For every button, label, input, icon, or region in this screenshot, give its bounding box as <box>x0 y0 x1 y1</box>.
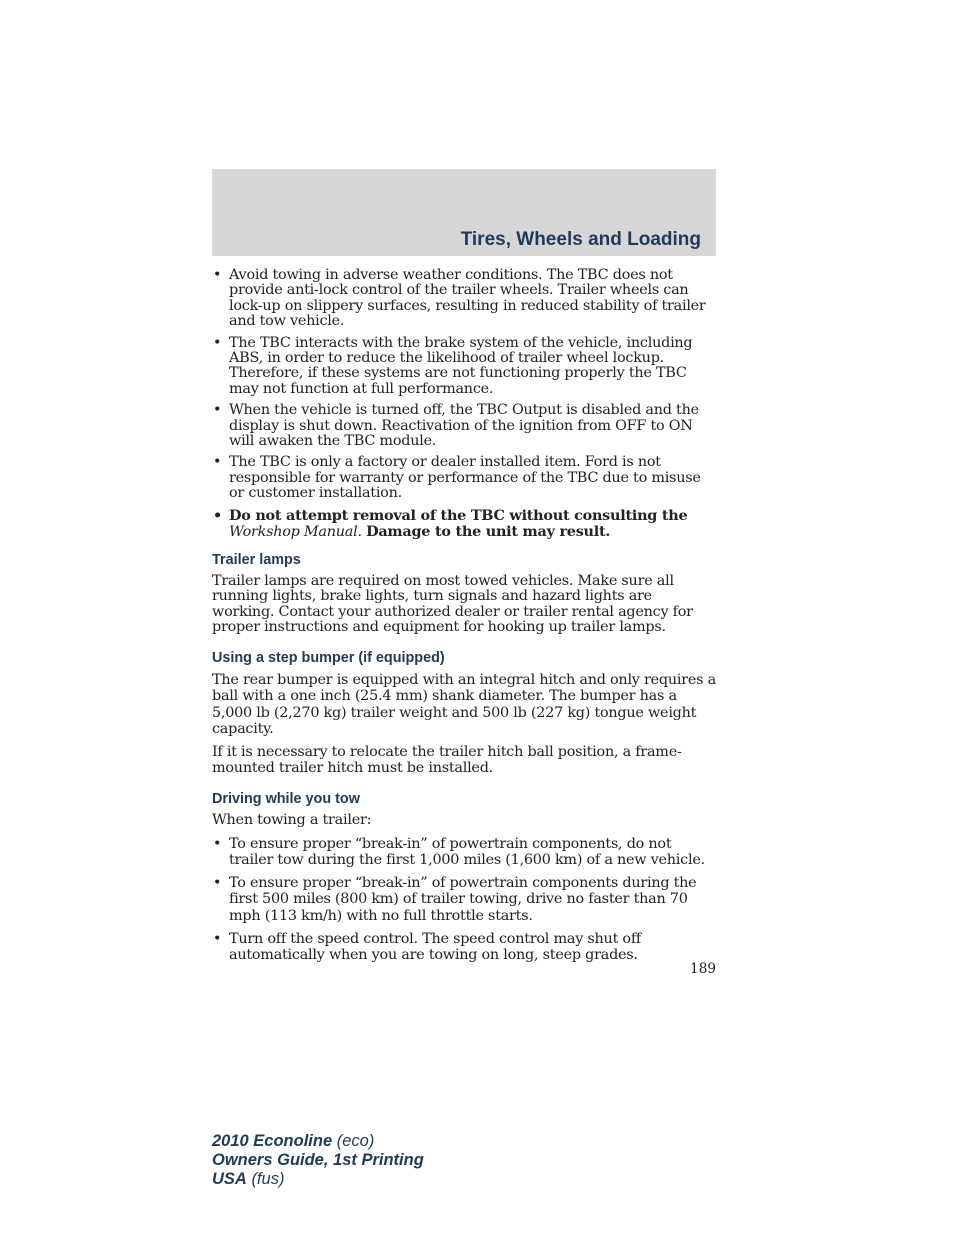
workshop-manual-reference: Workshop Manual. <box>229 524 362 541</box>
bullet-icon: • <box>213 875 222 892</box>
list-item-text: Avoid towing in adverse weather conditions. The TBC does not provide anti-lock control of the trailer wheels. Trailer wheels can lock-up on slippery surfaces, resulting in reduced stability of trailer and tow vehicle. <box>229 267 706 330</box>
step-bumper-text-1: The rear bumper is equipped with an integral hitch and only requires a ball with a one inch (25.4 mm) shank diameter. The bumper has a 5,000 lb (2,270 kg) trailer weight and 500 lb (227 kg) tongue weight capacity. <box>212 671 716 737</box>
list-item <box>212 455 716 501</box>
warning-item <box>212 508 716 541</box>
list-item-text: To ensure proper “break-in” of powertrain components, do not trailer tow during the first 1,000 miles (1,600 km) of a new vehicle. <box>229 835 705 868</box>
trailer-lamps-heading: Trailer lamps <box>212 551 301 568</box>
bullet-icon: • <box>213 835 222 852</box>
page-number: 189 <box>690 961 716 977</box>
driving-heading: Driving while you tow <box>212 790 360 807</box>
section-title: Tires, Wheels and Loading <box>460 229 701 250</box>
footer-line-3 <box>212 1170 424 1189</box>
list-item-text: Turn off the speed control. The speed control may shut off automatically when you are towing on long, steep grades. <box>229 931 641 964</box>
list-item-text: The TBC is only a factory or dealer installed item. Ford is not responsible for warranty or performance of the TBC due to misuse or customer installation. <box>229 454 701 502</box>
list-item <box>212 836 716 869</box>
footer-line-1 <box>212 1132 424 1151</box>
driving-bullet-list <box>212 836 716 964</box>
bullet-icon: • <box>213 267 222 283</box>
trailer-lamps-text: Trailer lamps are required on most towed vehicles. Make sure all running lights, brake lights, turn signals and hazard lights are working. Contact your authorized dealer or trailer rental agency for proper instructions and equipment for hooking up trailer lamps. <box>212 572 693 636</box>
list-item <box>212 336 716 398</box>
step-bumper-text-2: If it is necessary to relocate the trailer hitch ball position, a frame-mounted trailer hitch must be installed. <box>212 744 682 777</box>
list-item <box>212 268 716 330</box>
footer-model: 2010 Econoline <box>212 1132 333 1150</box>
bullet-icon: • <box>213 506 222 524</box>
list-item-text: When the vehicle is turned off, the TBC Output is disabled and the display is shut down. Reactivation of the ignition from OFF to ON will awaken the TBC module. <box>229 402 699 450</box>
warning-text-part1: Do not attempt removal of the TBC without consulting the <box>229 506 688 524</box>
list-item <box>212 403 716 449</box>
list-item <box>212 875 716 924</box>
warning-text-part2: Damage to the unit may result. <box>366 523 611 541</box>
list-item <box>212 931 716 964</box>
footer-line-2: Owners Guide, 1st Printing <box>212 1151 424 1169</box>
list-item-text: The TBC interacts with the brake system of the vehicle, including ABS, in order to reduce the likelihood of trailer wheel lockup. Therefore, if these systems are not functioning properly the TBC may not function at full performance. <box>229 334 693 397</box>
bullet-icon: • <box>213 454 222 471</box>
footer-edition-info <box>212 1132 424 1189</box>
footer-market: USA <box>212 1170 247 1188</box>
driving-intro: When towing a trailer: <box>212 812 372 829</box>
list-item-text: To ensure proper “break-in” of powertrain components during the first 500 miles (800 km) of trailer towing, drive no faster than 70 mph (113 km/h) with no full throttle starts. <box>229 875 697 924</box>
footer-market-code: (fus) <box>251 1170 285 1188</box>
bullet-icon: • <box>213 334 222 351</box>
bullet-icon: • <box>213 402 222 419</box>
page-content <box>212 268 716 964</box>
footer-model-code: (eco) <box>336 1132 375 1150</box>
bullet-icon: • <box>213 931 222 948</box>
tbc-bullet-list <box>212 268 716 541</box>
step-bumper-heading: Using a step bumper (if equipped) <box>212 649 445 666</box>
section-header-band <box>212 169 716 256</box>
